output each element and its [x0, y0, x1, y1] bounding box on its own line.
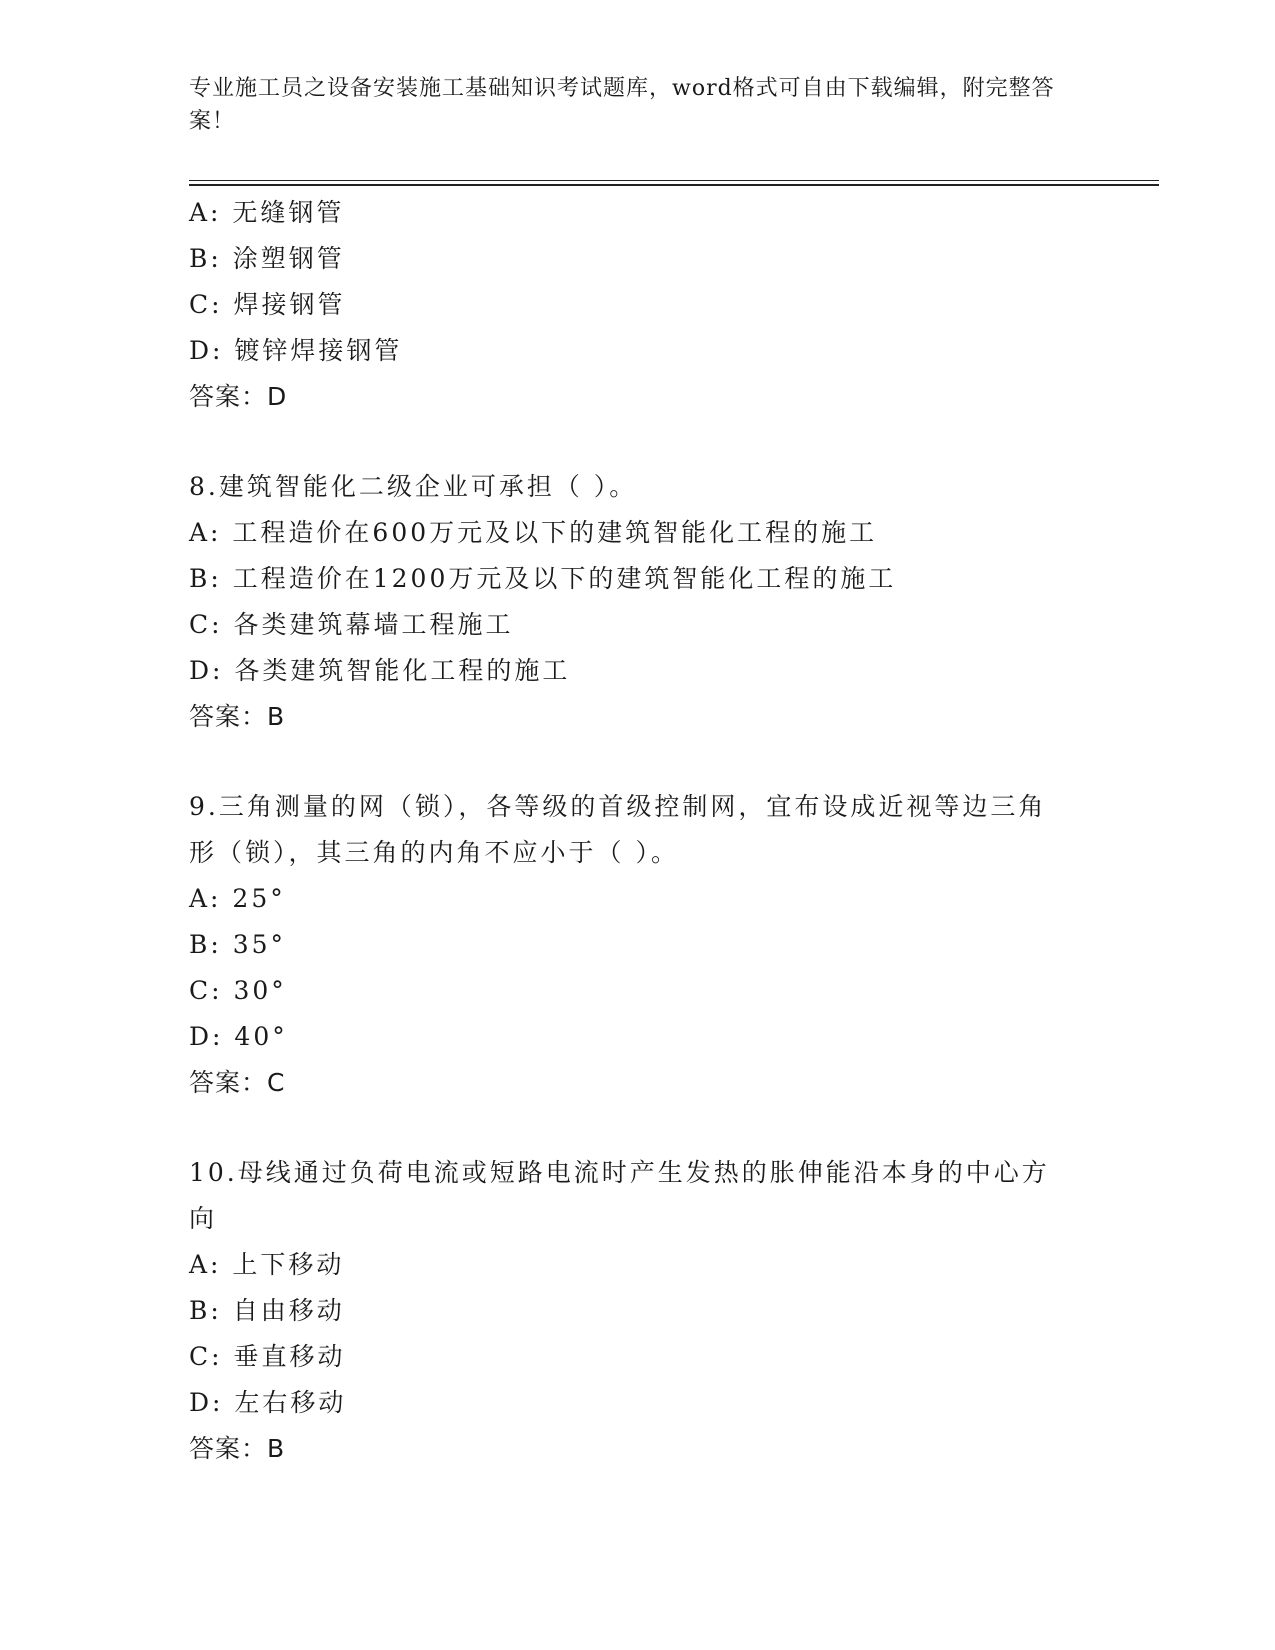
- option-d: D: 40°: [189, 1022, 288, 1051]
- option-c: C: 垂直移动: [189, 1342, 346, 1371]
- option-a: A: 工程造价在600万元及以下的建筑智能化工程的施工: [189, 518, 878, 547]
- question-text: 9.三角测量的网（锁），各等级的首级控制网，宜布设成近视等边三角形（锁），其三角的内角不应小于（ ）。: [189, 792, 1047, 867]
- question-text: 8.建筑智能化二级企业可承担（ ）。: [189, 472, 638, 501]
- header-divider-thin: [189, 180, 1159, 181]
- spacer: [189, 1106, 1089, 1150]
- question-block-10: [189, 1150, 1089, 1472]
- answer-line: 答案：C: [189, 1068, 286, 1097]
- option-c: C: 焊接钢管: [189, 290, 346, 319]
- question-block-9: [189, 784, 1089, 1106]
- question-text: 10.母线通过负荷电流或短路电流时产生发热的胀伸能沿本身的中心方向: [189, 1158, 1050, 1233]
- question-block-8: [189, 464, 1089, 740]
- option-b: B: 工程造价在1200万元及以下的建筑智能化工程的施工: [189, 564, 897, 593]
- option-b: B: 涂塑钢管: [189, 244, 345, 273]
- header-divider-thick: [189, 184, 1159, 186]
- option-d: D: 各类建筑智能化工程的施工: [189, 656, 571, 685]
- option-d: D: 左右移动: [189, 1388, 347, 1417]
- answer-line: 答案：D: [189, 382, 288, 411]
- question-block-prev: [189, 190, 1089, 420]
- option-c: C: 各类建筑幕墙工程施工: [189, 610, 514, 639]
- option-b: B: 自由移动: [189, 1296, 345, 1325]
- spacer: [189, 740, 1089, 784]
- option-c: C: 30°: [189, 976, 287, 1005]
- option-a: A: 上下移动: [189, 1250, 345, 1279]
- option-b: B: 35°: [189, 930, 287, 959]
- answer-line: 答案：B: [189, 1434, 286, 1463]
- spacer: [189, 420, 1089, 464]
- question-list: [189, 190, 1089, 1472]
- option-a: A: 无缝钢管: [189, 198, 345, 227]
- option-a: A: 25°: [189, 884, 286, 913]
- document-header: 专业施工员之设备安装施工基础知识考试题库，word格式可自由下载编辑，附完整答案！: [189, 76, 1055, 134]
- answer-line: 答案：B: [189, 702, 286, 731]
- option-d: D: 镀锌焊接钢管: [189, 336, 403, 365]
